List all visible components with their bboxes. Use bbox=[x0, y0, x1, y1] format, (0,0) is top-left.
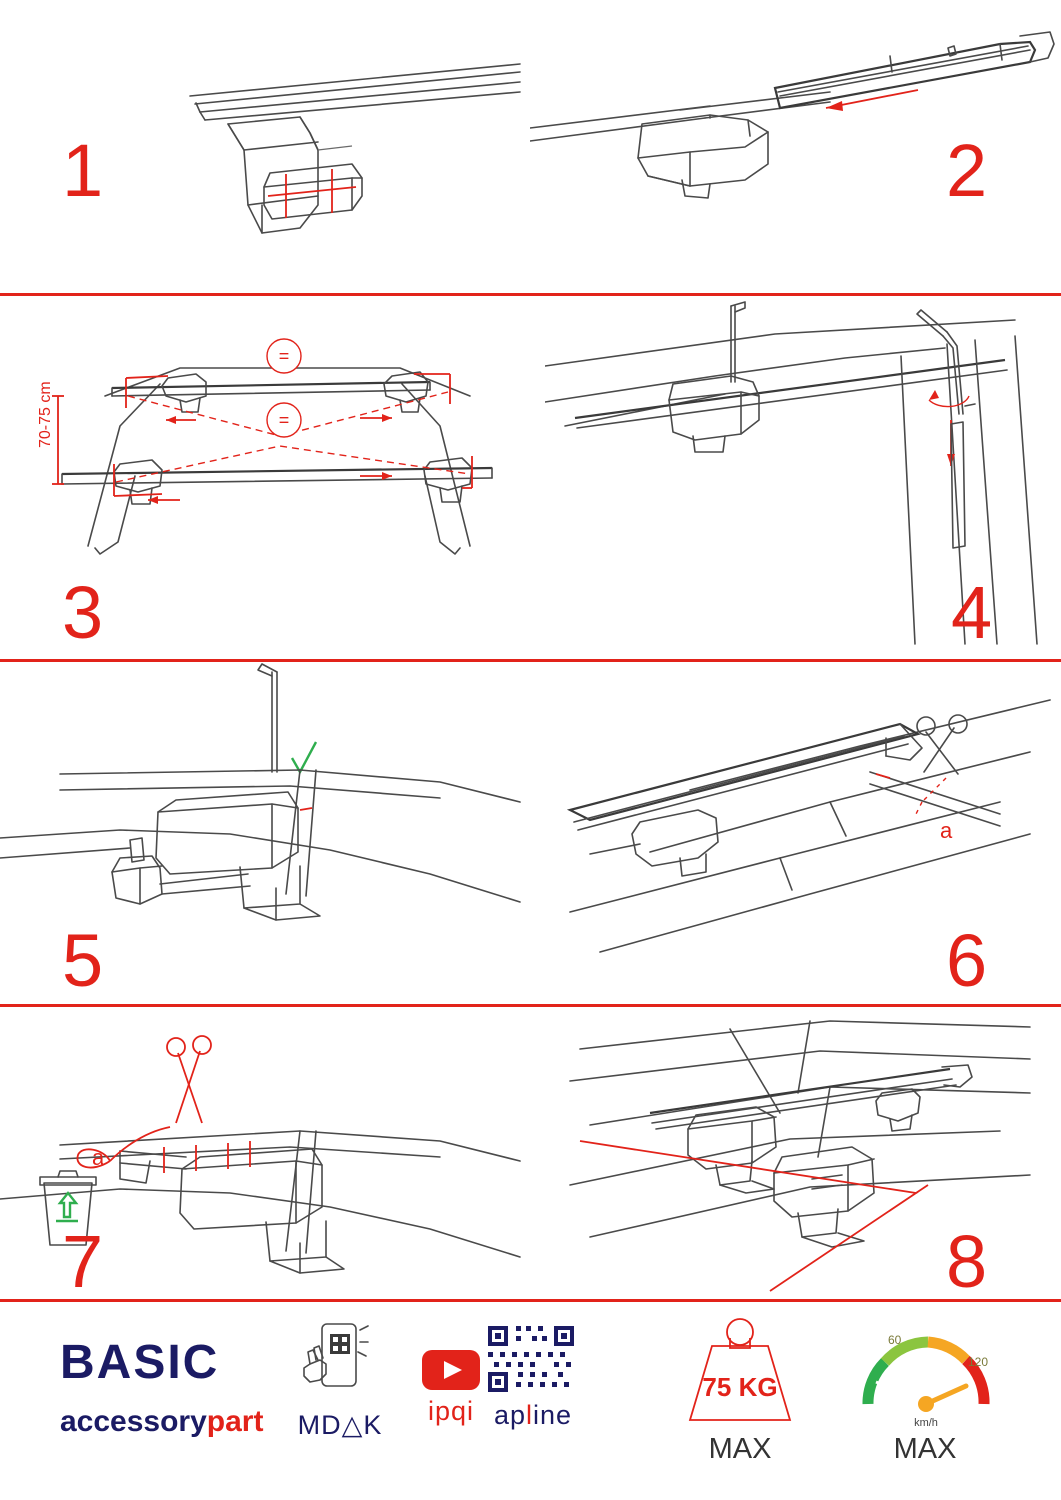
label-a-step6: a bbox=[940, 818, 953, 843]
scissors-icon-7 bbox=[167, 1036, 211, 1123]
logo-mdak bbox=[280, 1320, 400, 1441]
logo-apline-label: apline bbox=[493, 1400, 573, 1430]
step-6-panel bbox=[530, 662, 1061, 1004]
logo-ipqi-label: ipqi bbox=[427, 1396, 475, 1426]
max-speed-label: MAX bbox=[893, 1433, 957, 1465]
step-number-5: 5 bbox=[62, 919, 104, 1002]
measurement-label: 70-75 cm bbox=[37, 381, 54, 448]
step-number-2: 2 bbox=[946, 129, 988, 212]
max-load-label: MAX bbox=[708, 1433, 772, 1465]
gauge-tick-120: 120 bbox=[968, 1355, 989, 1369]
speedometer-icon bbox=[840, 1308, 1010, 1433]
step-5-panel bbox=[0, 662, 530, 1004]
step-number-3: 3 bbox=[62, 571, 104, 654]
logo-apline bbox=[468, 1320, 598, 1431]
max-load bbox=[660, 1308, 820, 1466]
brand-sub-right: part bbox=[206, 1405, 264, 1438]
equal-sign-2: = bbox=[278, 410, 290, 430]
scissors-icon bbox=[917, 715, 967, 774]
logo-mdak-label: MD△K bbox=[297, 1410, 383, 1440]
footer bbox=[0, 1300, 1061, 1500]
hand-phone-qr-icon bbox=[280, 1320, 400, 1410]
step-2-panel bbox=[530, 0, 1061, 293]
step-7-panel bbox=[0, 1007, 530, 1299]
step-1-panel bbox=[0, 0, 530, 293]
max-speed bbox=[840, 1308, 1010, 1466]
step-number-8: 8 bbox=[946, 1220, 988, 1299]
step-number-7: 7 bbox=[62, 1220, 104, 1299]
speed-unit: km/h bbox=[914, 1417, 938, 1429]
brand-sub-left: accessory bbox=[60, 1405, 207, 1438]
step-number-6: 6 bbox=[946, 919, 988, 1002]
equal-sign-1: = bbox=[278, 346, 290, 366]
label-a-step7: a bbox=[92, 1145, 105, 1170]
weight-icon bbox=[660, 1308, 820, 1433]
step-number-1: 1 bbox=[62, 129, 104, 212]
step-3-panel bbox=[0, 296, 545, 659]
step-number-4: 4 bbox=[951, 571, 993, 654]
step-8-panel bbox=[530, 1007, 1061, 1299]
max-load-value: 75 KG bbox=[702, 1372, 778, 1402]
qr-code-icon bbox=[468, 1320, 598, 1400]
brand-subtitle bbox=[60, 1405, 263, 1439]
step-4-panel bbox=[545, 296, 1061, 659]
brand-title: BASIC bbox=[60, 1336, 220, 1389]
gauge-tick-60: 60 bbox=[888, 1333, 902, 1347]
